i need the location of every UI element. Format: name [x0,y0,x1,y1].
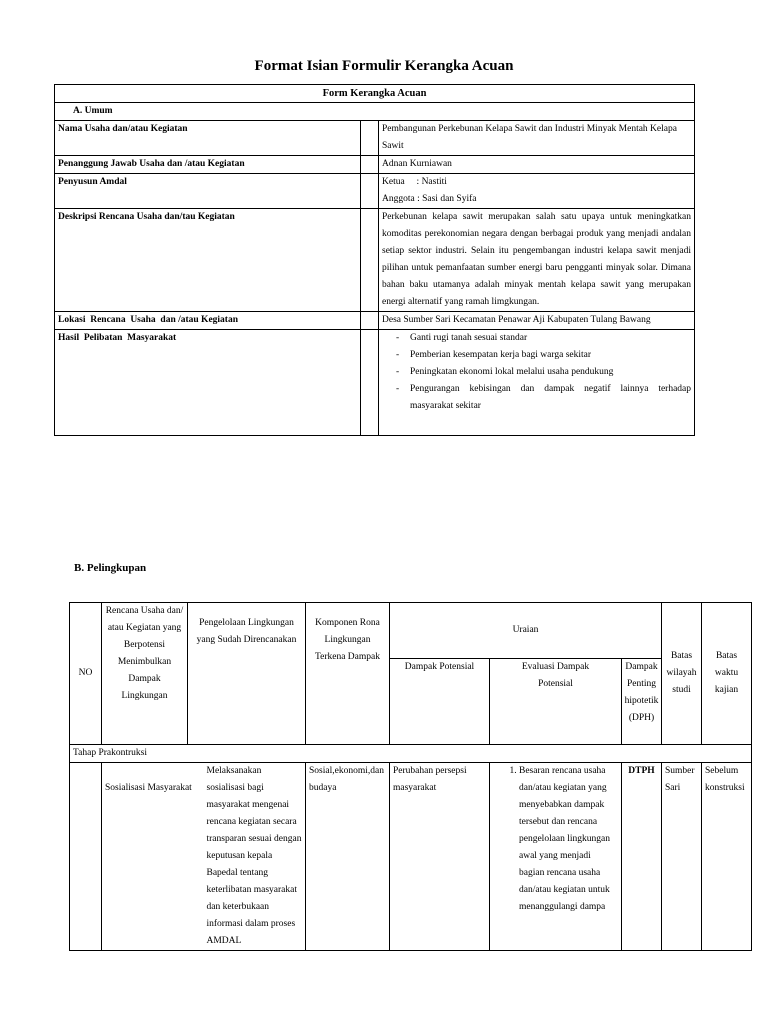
header-evaluasi: Evaluasi Dampak Potensial [490,659,622,745]
lokasi-value: Desa Sumber Sari Kecamatan Penawar Aji Kabupaten Tulang Bawang [379,312,695,330]
lokasi-label: Lokasi Rencana Usaha dan /atau Kegiatan [55,312,361,330]
stage-row [70,745,752,763]
form-kerangka-acuan-table [54,84,695,436]
spacer-cell [361,330,379,436]
spacer-cell [361,209,379,312]
penyusun-label: Penyusun Amdal [55,174,361,209]
cell-kegiatan: Sosialisasi Masyarakat [105,783,192,793]
cell-dph: DTPH [622,763,662,951]
nama-usaha-value: Pembangunan Perkebunan Kelapa Sawit dan Industri Minyak Mentah Kelapa Sawit [379,121,695,156]
section-b-heading: B. Pelingkupan [74,562,147,574]
list-item: - Pengurangan kebisingan dan dampak negatif lainnya terhadap masyarakat sekitar [410,381,691,415]
list-item: 1. Besaran rencana usaha dan/atau kegiatan yang menyebabkan dampak tersebut dan rencana pengelolaan lingkungan awal yang menjadi bagian rencana usaha dan/atau kegiatan untuk menanggulangi dampa [519,763,618,916]
deskripsi-value: Perkebunan kelapa sawit merupakan salah satu upaya untuk meningkatkan komoditas perekonomian negara dengan berbagai produk yang menjadi andalan setiap sektor industri. Selain itu pengembangan industri kelapa sawit menjadi pilihan untuk pemanfaatan sumber energi baru pengganti minyak solar. Dimana bahan baku utamanya adalah minyak mentah kelapa sawit yang merupakan energi alternatif yang ramah limgkungan. [379,209,695,312]
hasil-pelibatan-value [379,330,695,436]
cell-no [70,763,102,951]
cell-kegiatan-pengelolaan [102,763,306,951]
form-header-row [55,85,695,103]
hasil-pelibatan-row [55,330,695,436]
lokasi-row [55,312,695,330]
nama-usaha-label: Nama Usaha dan/atau Kegiatan [55,121,361,156]
header-pengelolaan: Pengelolaan Lingkungan yang Sudah Direncanakan [188,603,306,745]
hasil-pelibatan-label: Hasil Pelibatan Masyarakat [55,330,361,436]
penyusun-value [379,174,695,209]
header-dampak-potensial: Dampak Potensial [390,659,490,745]
header-uraian: Uraian [390,603,662,659]
pelingkupan-table [69,602,752,951]
cell-komponen: Sosial,ekonomi,dan budaya [306,763,390,951]
penanggung-jawab-label: Penanggung Jawab Usaha dan /atau Kegiatan [55,156,361,174]
spacer-cell [361,156,379,174]
hasil-pelibatan-list [382,330,691,415]
cell-pengelolaan: Melaksanakan sosialisasi bagi masyarakat mengenai rencana kegiatan secara transparan sesuai dengan keputusan kepala Bapedal tentang keterlibatan masyarakat dan keterbukaan informasi dalam proses AMDAL [206,766,302,946]
cell-waktu: Sebelum konstruksi [702,763,752,951]
cell-dampak: Perubahan persepsi masyarakat [390,763,490,951]
penanggung-jawab-row [55,156,695,174]
section-a-heading: A. Umum [55,103,695,121]
header-batas-waktu: Batas waktu kajian [702,603,752,745]
table-header-row [70,603,752,659]
evaluasi-list [493,763,618,916]
list-item: - Peningkatan ekonomi lokal melalui usaha pendukung [410,364,691,381]
penyusun-row [55,174,695,209]
section-a-row [55,103,695,121]
deskripsi-label: Deskripsi Rencana Usaha dan/tau Kegiatan [55,209,361,312]
spacer-cell [361,121,379,156]
header-komponen: Komponen Rona Lingkungan Terkena Dampak [306,603,390,745]
header-batas-wilayah: Batas wilayah studi [662,603,702,745]
header-no: NO [70,603,102,745]
nama-usaha-row [55,121,695,156]
cell-wilayah: Sumber Sari [662,763,702,951]
cell-evaluasi [490,763,622,951]
spacer-cell [361,174,379,209]
penanggung-jawab-value: Adnan Kurniawan [379,156,695,174]
form-header: Form Kerangka Acuan [55,85,695,103]
penyusun-anggota: Anggota : Sasi dan Syifa [382,194,477,204]
header-rencana: Rencana Usaha dan/ atau Kegiatan yang Berpotensi Menimbulkan Dampak Lingkungan [102,603,188,745]
deskripsi-row [55,209,695,312]
list-item: - Pemberian kesempatan kerja bagi warga sekitar [410,347,691,364]
penyusun-ketua: Ketua : Nastiti [382,177,447,187]
table-row [70,763,752,951]
page-title: Format Isian Formulir Kerangka Acuan [254,58,514,74]
spacer-cell [361,312,379,330]
stage-label: Tahap Prakontruksi [70,745,752,763]
header-dph: Dampak Penting hipotetik (DPH) [622,659,662,745]
list-item: - Ganti rugi tanah sesuai standar [410,330,691,347]
